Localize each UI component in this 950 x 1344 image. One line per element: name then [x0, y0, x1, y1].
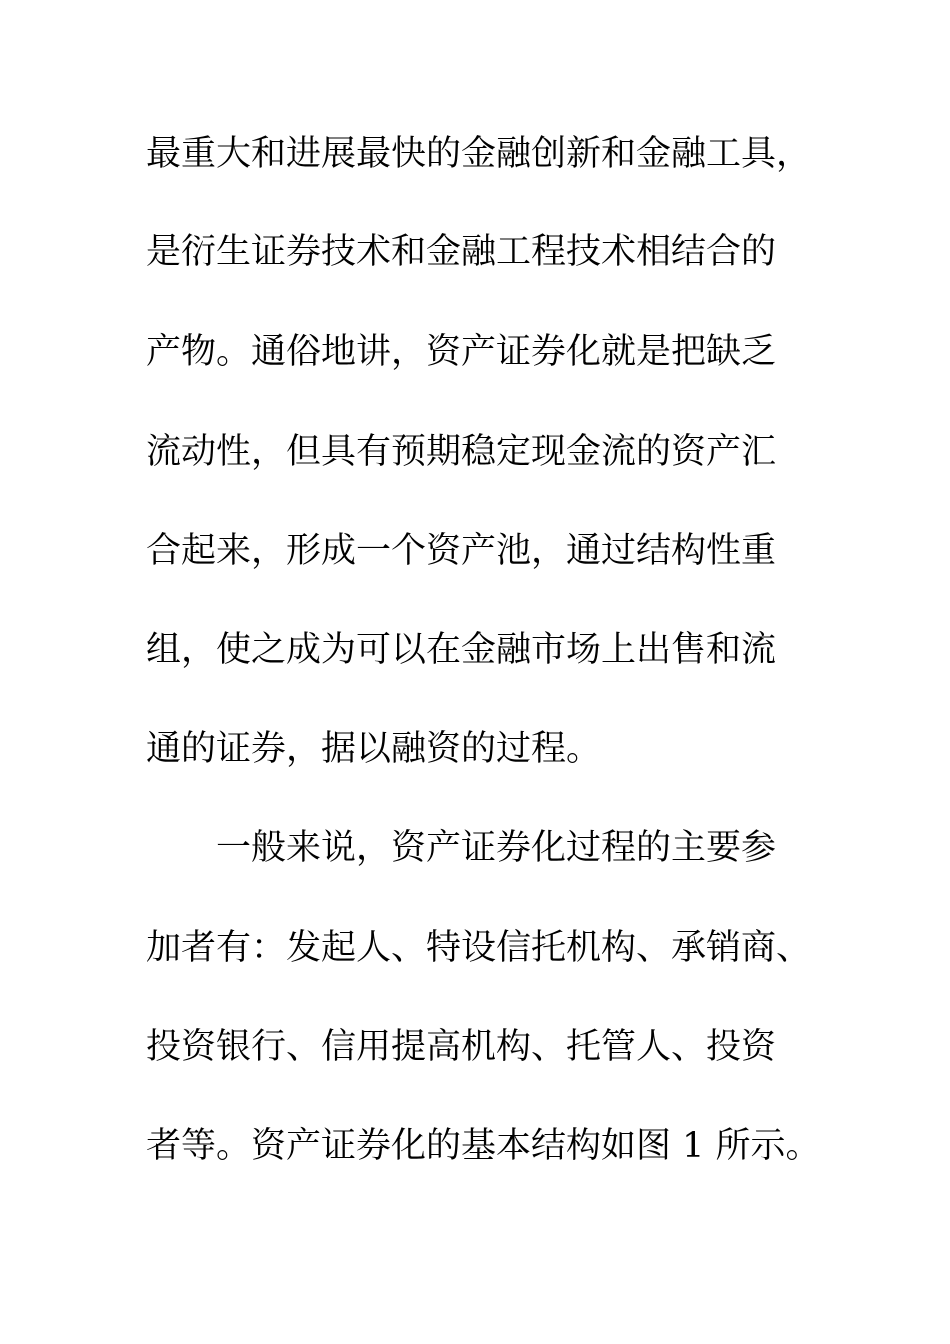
- text-line: 是衍生证券技术和金融工程技术相结合的: [146, 232, 777, 272]
- text-line: 最重大和进展最快的金融创新和金融工具，: [146, 134, 812, 174]
- text-line: 投资银行、信用提高机构、托管人、投资: [146, 1027, 777, 1067]
- text-line: 者等。资产证券化的基本结构如图 1 所示。: [146, 1126, 821, 1166]
- text-line: 加者有：发起人、特设信托机构、承销商、: [146, 928, 812, 968]
- text-line: 通的证券，据以融资的过程。: [146, 729, 602, 769]
- text-line: 合起来，形成一个资产池，通过结构性重: [146, 531, 777, 571]
- text-line: 产物。通俗地讲，资产证券化就是把缺乏: [146, 332, 777, 372]
- text-line: 组，使之成为可以在金融市场上出售和流: [146, 630, 777, 670]
- text-line: 流动性，但具有预期稳定现金流的资产汇: [146, 432, 777, 472]
- paragraph-start-line: 一般来说，资产证券化过程的主要参: [216, 828, 777, 868]
